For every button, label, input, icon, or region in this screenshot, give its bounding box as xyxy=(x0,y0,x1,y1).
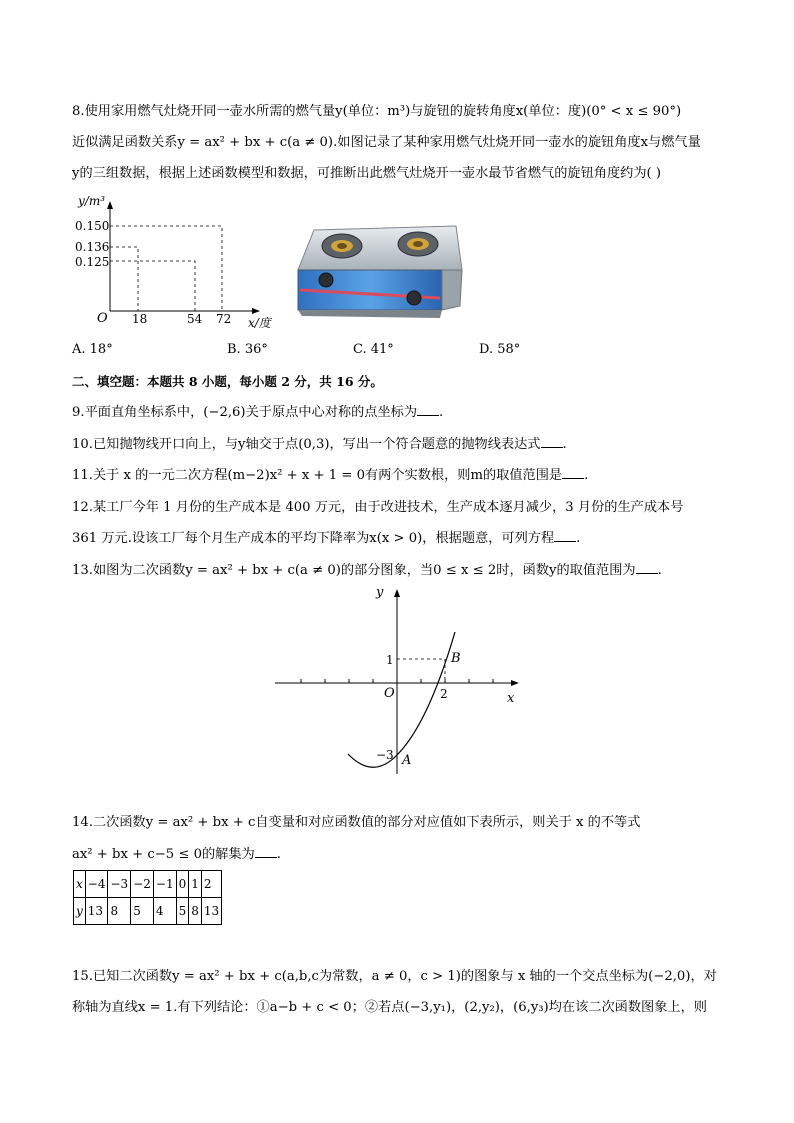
q8-ytick-0136: 0.136 xyxy=(75,240,110,254)
table-cell: 2 xyxy=(201,871,221,898)
q11-answer-blank xyxy=(562,466,584,479)
table-cell: −3 xyxy=(108,871,131,898)
table-cell: −1 xyxy=(153,871,176,898)
q11: 11.关于 x 的一元二次方程(m−2)x² + x + 1 = 0有两个实数根，则m的取值范围是 . xyxy=(72,468,589,483)
q8-ytick-0125: 0.125 xyxy=(75,255,110,269)
table-row xyxy=(74,898,222,925)
q10-answer-blank xyxy=(541,435,563,448)
q12-line2-text: 361 万元.设该工厂每个月生产成本的平均下降率为x(x > 0)，根据题意，可列方程 xyxy=(72,531,555,546)
q15-line1: 15.已知二次函数y = ax² + bx + c(a,b,c为常数，a ≠ 0，c > 1)的图象与 x 轴的一个交点坐标为(−2,0)，对 xyxy=(72,969,717,984)
q8-guide-72 xyxy=(110,226,222,311)
table-cell: 8 xyxy=(189,898,202,925)
q13-parabola xyxy=(348,632,455,767)
q8-option-d: D. 58° xyxy=(479,342,521,357)
q8-ytick-0150: 0.150 xyxy=(75,219,110,233)
q13-tick-2: 2 xyxy=(440,687,448,701)
q13-answer-blank xyxy=(636,561,658,574)
table-cell: 0 xyxy=(176,871,189,898)
q13-text: 13.如图为二次函数y = ax² + bx + c(a ≠ 0)的部分图象，当0 ≤ x ≤ 2时，函数y的取值范围为 xyxy=(72,563,636,578)
table-cell: 5 xyxy=(131,898,154,925)
table-header-x: x xyxy=(74,871,86,898)
q14-value-table xyxy=(73,870,222,925)
table-cell: 1 xyxy=(189,871,202,898)
table-cell: 5 xyxy=(176,898,189,925)
table-cell: 13 xyxy=(85,898,108,925)
q8-option-a: A. 18° xyxy=(72,342,113,357)
table-cell: −2 xyxy=(131,871,154,898)
q11-text: 11.关于 x 的一元二次方程(m−2)x² + x + 1 = 0有两个实数根，则m的取值范围是 xyxy=(72,468,563,483)
q10: 10.已知抛物线开口向上，与y轴交于点(0,3)，写出一个符合题意的抛物线表达式 . xyxy=(72,437,567,452)
q14-line2-text: ax² + bx + c−5 ≤ 0的解集为 xyxy=(72,847,255,862)
q13-tick-neg3: −3 xyxy=(376,748,394,762)
q13-x-arrow xyxy=(511,680,519,686)
q14-line1: 14.二次函数y = ax² + bx + c自变量和对应函数值的部分对应值如下表所示，则关于 x 的不等式 xyxy=(72,815,641,830)
q13-origin: O xyxy=(384,686,395,701)
q8-option-c: C. 41° xyxy=(353,342,394,357)
table-cell: 4 xyxy=(153,898,176,925)
q9-text: 9.平面直角坐标系中，(−2,6)关于原点中心对称的点坐标为 xyxy=(72,405,418,420)
q8-graph xyxy=(70,195,285,335)
section-2-heading: 二、填空题：本题共 8 小题，每小题 2 分，共 16 分。 xyxy=(72,374,383,389)
q12-line2: 361 万元.设该工厂每个月生产成本的平均下降率为x(x > 0)，根据题意，可列方程 . xyxy=(72,531,581,546)
q8-x-label: x/度 xyxy=(248,316,271,330)
table-cell: 13 xyxy=(201,898,221,925)
q8-x-arrow xyxy=(252,308,260,314)
table-cell: −4 xyxy=(85,871,108,898)
q9-answer-blank xyxy=(417,403,439,416)
q8-line2: 近似满足函数关系y = ax² + bx + c(a ≠ 0).如图记录了某种家用燃气灶烧开同一壶水的旋钮角度x与燃气量 xyxy=(72,135,701,150)
q13-x-label: x xyxy=(507,691,515,706)
q14-answer-blank xyxy=(255,845,277,858)
q9: 9.平面直角坐标系中，(−2,6)关于原点中心对称的点坐标为 . xyxy=(72,405,444,420)
table-header-y: y xyxy=(74,898,86,925)
q15-line2: 称轴为直线x = 1.有下列结论：①a−b + c < 0；②若点(−3,y₁)，(2,y₂)，(6,y₃)均在该二次函数图象上，则 xyxy=(72,1000,707,1015)
q13-y-arrow xyxy=(394,589,400,597)
table-cell: 8 xyxy=(108,898,131,925)
q8-xtick-72: 72 xyxy=(216,312,232,326)
q13: 13.如图为二次函数y = ax² + bx + c(a ≠ 0)的部分图象，当0 ≤ x ≤ 2时，函数y的取值范围为 . xyxy=(72,563,662,578)
q13-graph xyxy=(270,584,530,784)
q8-y-label: y/m³ xyxy=(78,195,106,208)
q12-line1: 12.某工厂今年 1 月份的生产成本是 400 万元，由于改进技术，生产成本逐月减少，3 月份的生产成本号 xyxy=(72,500,684,515)
q8-origin: O xyxy=(97,311,108,326)
q8-option-b: B. 36° xyxy=(227,342,268,357)
q13-tick-1: 1 xyxy=(386,653,394,667)
q13-point-a: A xyxy=(402,753,412,768)
q10-text: 10.已知抛物线开口向上，与y轴交于点(0,3)，写出一个符合题意的抛物线表达式 xyxy=(72,437,541,452)
q8-guide-54 xyxy=(110,261,195,311)
q8-guide-18 xyxy=(110,247,138,311)
q8-y-arrow xyxy=(107,201,113,209)
q8-xtick-54: 54 xyxy=(187,312,203,326)
q13-y-label: y xyxy=(376,585,384,600)
q14-line2: ax² + bx + c−5 ≤ 0的解集为 . xyxy=(72,847,281,862)
q12-answer-blank xyxy=(554,529,576,542)
q8-line1: 8.使用家用燃气灶烧开同一壶水所需的燃气量y(单位：m³)与旋钮的旋转角度x(单位：度)(0° < x ≤ 90°) xyxy=(72,104,682,119)
q8-line3: y的三组数据，根据上述函数模型和数据，可推断出此燃气灶烧开一壶水最节省燃气的旋钮角度约为( ) xyxy=(72,166,661,181)
q13-point-b: B xyxy=(451,651,461,666)
gas-stove-image xyxy=(294,218,464,328)
table-row xyxy=(74,871,222,898)
q8-xtick-18: 18 xyxy=(132,312,148,326)
